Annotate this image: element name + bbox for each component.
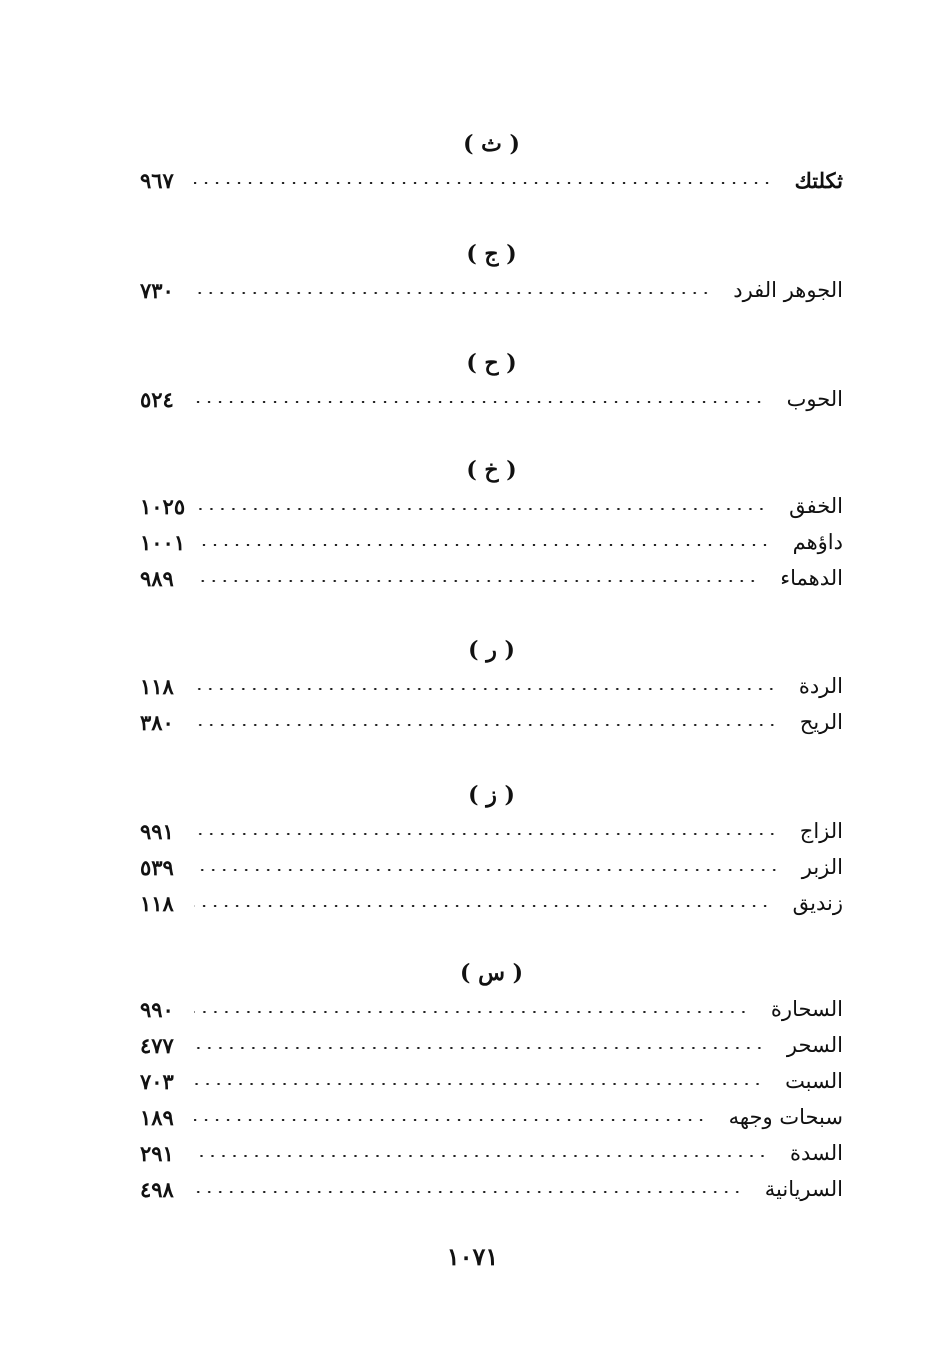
entry-page-number: ٧٣٠: [140, 277, 174, 303]
index-entry: [140, 849, 843, 885]
section-letter-heading: ( ج ): [466, 241, 517, 267]
entry-page-number: ١٠٢٥: [140, 493, 186, 519]
dot-leader: [194, 1047, 765, 1049]
index-entry: [140, 704, 843, 740]
entry-term: الجوهر الفرد: [733, 278, 843, 302]
entry-page-number: ٩٨٩: [140, 565, 174, 591]
entry-term: السريانية: [764, 1177, 843, 1201]
index-section-jim: [140, 236, 843, 308]
section-letter-heading: ( س ): [459, 960, 523, 986]
index-entry: [140, 1135, 843, 1171]
entry-page-number: ٧٠٣: [140, 1068, 174, 1094]
entry-term: داؤهم: [792, 530, 843, 554]
index-section-zay: [140, 777, 843, 921]
index-entry: [140, 668, 843, 704]
entry-page-number: ٥٣٩: [140, 854, 174, 880]
section-letter-heading: ( ر ): [468, 637, 515, 663]
dot-leader: [194, 869, 780, 871]
index-section-kha: [140, 452, 843, 596]
section-letter-heading: ( ز ): [468, 782, 515, 808]
entry-page-number: ١٠٠١: [140, 529, 186, 555]
dot-leader: [194, 1119, 707, 1121]
index-entry: [140, 162, 843, 198]
dot-leader: [199, 544, 770, 546]
entry-page-number: ١١٨: [140, 890, 174, 916]
section-letter-heading: ( ح ): [466, 350, 517, 376]
entry-page-number: ٢٩١: [140, 1140, 174, 1166]
entry-page-number: ١٨٩: [140, 1104, 174, 1130]
section-letter-heading: ( ث ): [463, 131, 520, 157]
entry-term: السبت: [785, 1069, 843, 1093]
entry-term: الحوب: [786, 387, 843, 411]
dot-leader: [194, 580, 758, 582]
entry-page-number: ٣٨٠: [140, 709, 174, 735]
entry-term: الزبر: [801, 855, 843, 879]
entry-term: سبحات وجهه: [728, 1105, 843, 1129]
entry-term: الدهماء: [780, 566, 843, 590]
dot-leader: [194, 1011, 749, 1013]
dot-leader: [194, 1155, 768, 1157]
dot-leader: [194, 182, 773, 184]
entry-page-number: ٥٢٤: [140, 386, 174, 412]
section-letter-heading: ( خ ): [466, 457, 517, 483]
dot-leader: [194, 1083, 763, 1085]
index-entry: [140, 813, 843, 849]
index-section-sin: [140, 955, 843, 1207]
dot-leader: [194, 833, 778, 835]
dot-leader: [194, 688, 777, 690]
entry-term: السحر: [786, 1033, 843, 1057]
entry-page-number: ٤٧٧: [140, 1032, 174, 1058]
index-entry: [140, 272, 843, 308]
index-entry: [140, 1027, 843, 1063]
index-entry: [140, 1171, 843, 1207]
index-entry: [140, 524, 843, 560]
dot-leader: [194, 724, 778, 726]
index-entry: [140, 885, 843, 921]
entry-term: الزاج: [799, 819, 843, 843]
entry-term: الردة: [798, 674, 843, 698]
entry-page-number: ٩٩١: [140, 818, 174, 844]
dot-leader: [199, 508, 767, 510]
index-entry: [140, 1063, 843, 1099]
page-number: ١٠٧١: [446, 1242, 499, 1271]
index-entry: [140, 991, 843, 1027]
entry-term: زنديق: [792, 891, 843, 915]
entry-page-number: ٩٦٧: [140, 167, 174, 193]
dot-leader: [194, 401, 765, 403]
index-entry: [140, 1099, 843, 1135]
index-section-tha: [140, 126, 843, 198]
entry-term: ثكلتك: [794, 167, 843, 193]
index-entry: [140, 560, 843, 596]
entry-term: السحارة: [770, 997, 843, 1021]
entry-term: الخفق: [789, 494, 843, 518]
dot-leader: [194, 292, 711, 294]
index-section-ra: [140, 632, 843, 740]
dot-leader: [194, 905, 771, 907]
entry-term: السدة: [790, 1141, 843, 1165]
entry-page-number: ٤٩٨: [140, 1176, 174, 1202]
entry-term: الريح: [799, 710, 843, 734]
entry-page-number: ١١٨: [140, 673, 174, 699]
dot-leader: [194, 1191, 743, 1193]
index-entry: [140, 488, 843, 524]
entry-page-number: ٩٩٠: [140, 996, 174, 1022]
index-entry: [140, 381, 843, 417]
index-section-ha: [140, 345, 843, 417]
